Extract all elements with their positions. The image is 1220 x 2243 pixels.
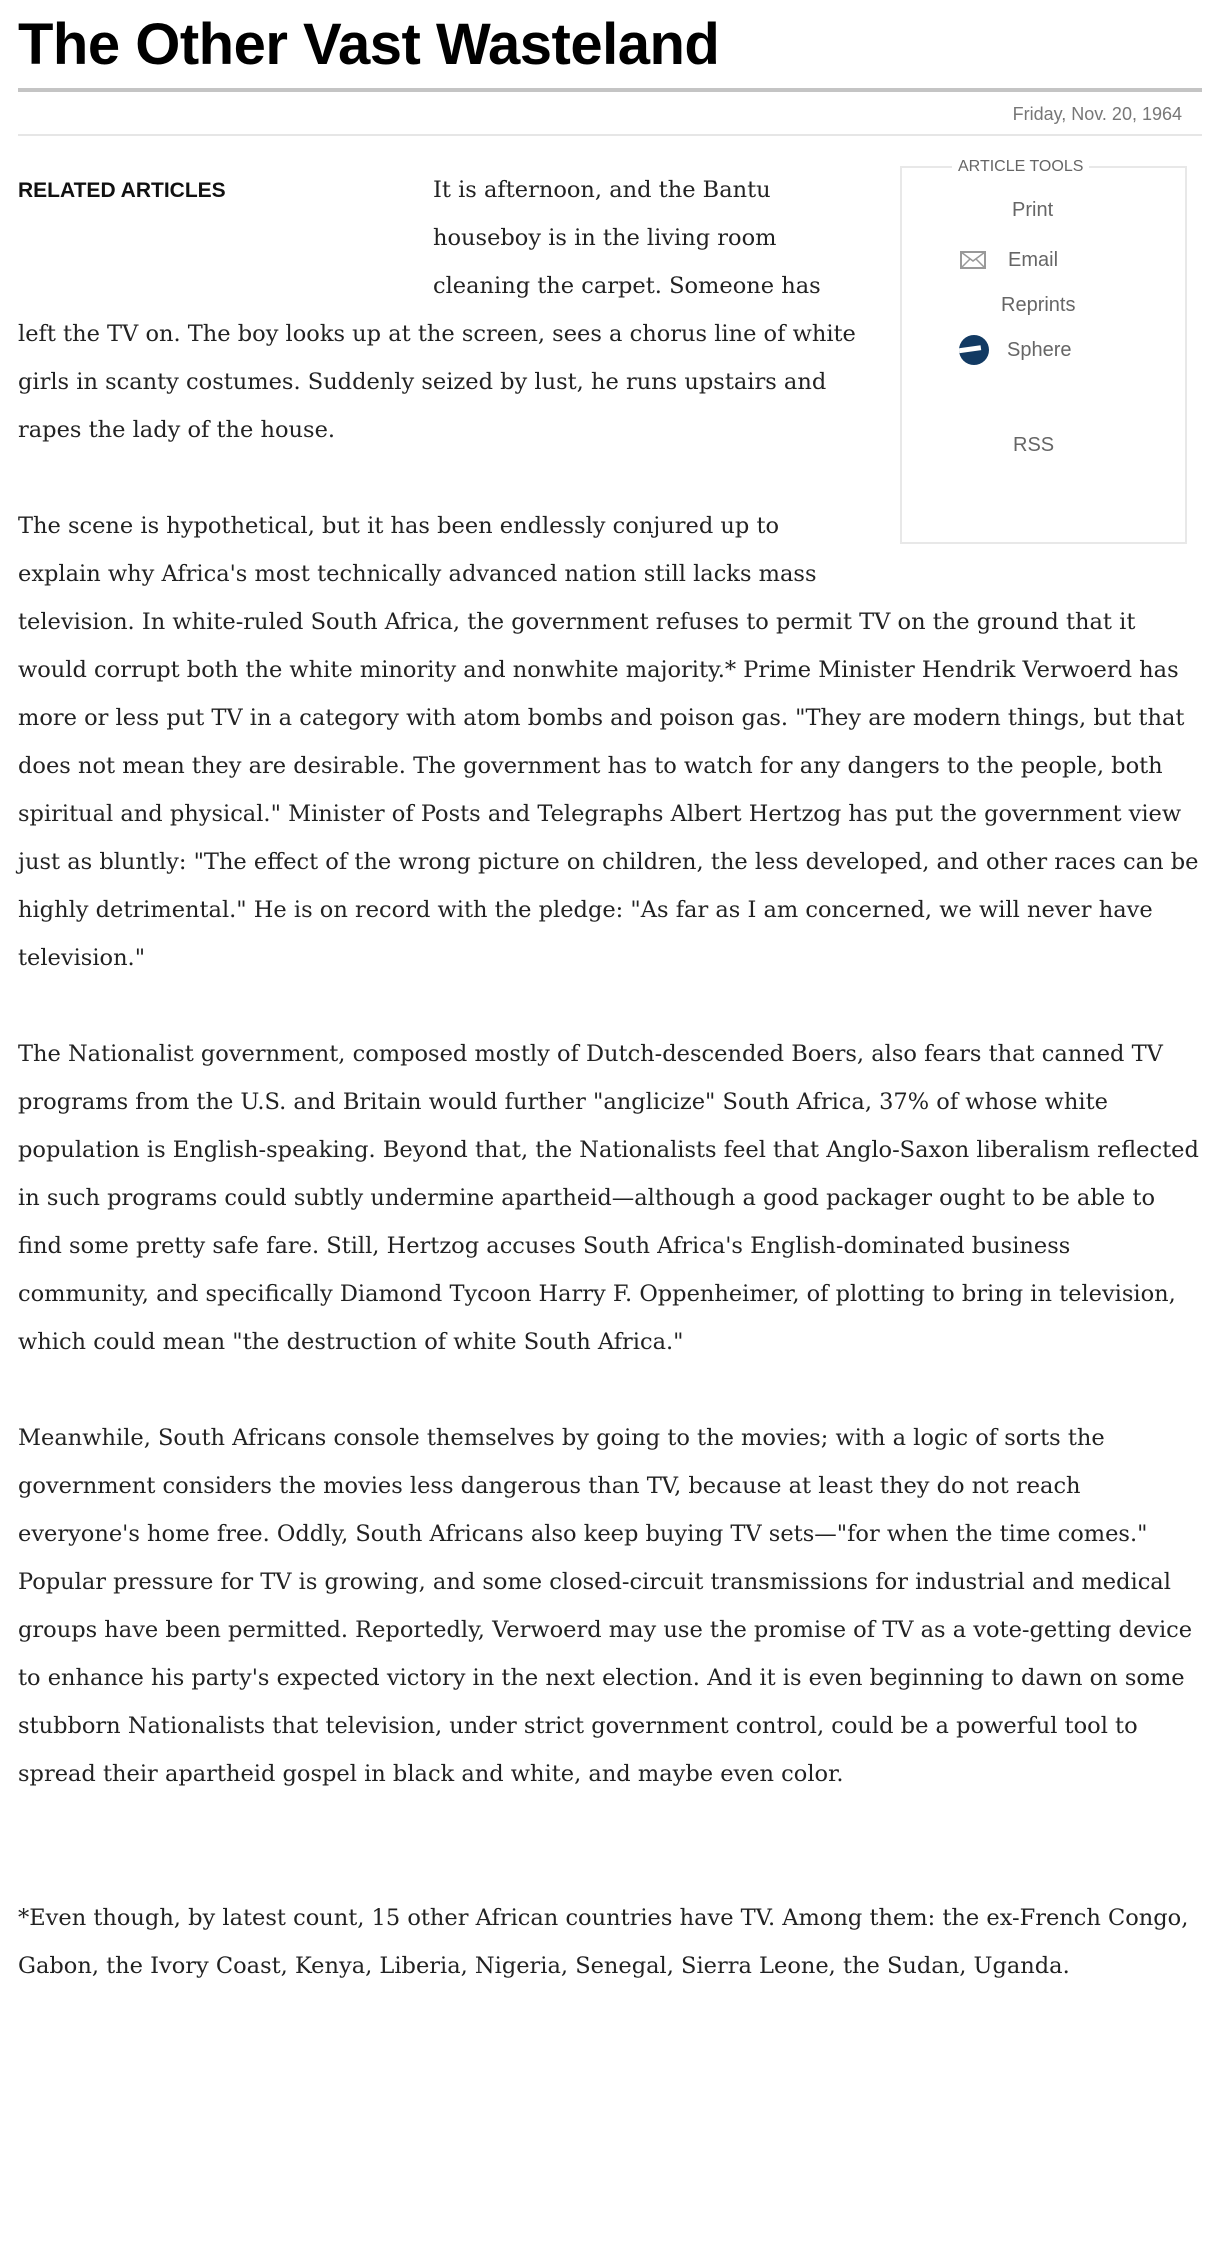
print-label: Print [1012, 199, 1054, 221]
article-footnote: *Even though, by latest count, 15 other African countries have TV. Among them: the ex-French Congo, Gabon, the Ivory Coast, Kenya, Liberia, Nigeria, Senegal, Sierra Leone, the Sudan, Uganda. [18, 1905, 1189, 1979]
article-paragraph: It is afternoon, and the Bantu houseboy is in the living room cleaning the carpet. Someone has left the TV on. The boy looks up at the screen, sees a chorus line of white girls in scanty costumes. Suddenly seized by lust, he runs upstairs and rapes the lady of the house. [18, 177, 856, 443]
reprints-label: Reprints [1001, 294, 1076, 316]
article-paragraph: Meanwhile, South Africans console themselves by going to the movies; with a logic of sorts the government considers the movies less dangerous than TV, because at least they do not reach everyone's home free. Oddly, South Africans also keep buying TV sets—"for when the time comes." Popular pressure for TV is growing, and some closed-circuit transmissions for industrial and medical groups have been permitted. Reportedly, Verwoerd may use the promise of TV as a vote-getting device to enhance his party's expected victory in the next election. And it is even beginning to dawn on some stubborn Nationalists that television, under strict government control, could be a powerful tool to spread their apartheid gospel in black and white, and maybe even color. [18, 1425, 1193, 1787]
article-paragraph: The scene is hypothetical, but it has been endlessly conjured up to explain why Africa's most technically advanced nation still lacks mass television. In white-ruled South Africa, the government refuses to permit TV on the ground that it would corrupt both the white minority and nonwhite majority.* Prime Minister Hendrik Verwoerd has more or less put TV in a category with atom bombs and poison gas. "They are modern things, but that does not mean they are desirable. The government has to watch for any dangers to the people, both spiritual and physical." Minister of Posts and Telegraphs Albert Hertzog has put the government view just as bluntly: "The effect of the wrong picture on children, the less developed, and other races can be highly detrimental." He is on record with the pledge: "As far as I am concerned, we will never have television." [18, 513, 1199, 971]
sphere-link[interactable] [959, 335, 1072, 365]
rss-label: RSS [1013, 434, 1055, 456]
article-tools-heading: ARTICLE TOOLS [952, 157, 1089, 177]
rss-link[interactable] [1013, 433, 1054, 457]
article-tools-box [900, 158, 1187, 544]
related-articles-heading: RELATED ARTICLES [18, 179, 226, 202]
sphere-label: Sphere [1007, 339, 1072, 361]
related-articles [18, 166, 433, 308]
reprints-link[interactable] [1001, 293, 1075, 317]
article-body [18, 158, 1202, 1990]
print-link[interactable] [1012, 198, 1053, 222]
publication-date: Friday, Nov. 20, 1964 [1012, 104, 1182, 124]
sphere-icon [959, 335, 989, 365]
email-label: Email [1008, 249, 1059, 271]
email-link[interactable] [960, 248, 1058, 272]
date-divider [18, 134, 1202, 136]
email-icon [960, 251, 986, 269]
article-paragraph: The Nationalist government, composed mostly of Dutch-descended Boers, also fears that canned TV programs from the U.S. and Britain would further "anglicize" South Africa, 37% of whose white population is English-speaking. Beyond that, the Nationalists feel that Anglo-Saxon liberalism reflected in such programs could subtly undermine apartheid—although a good packager ought to be able to find some pretty safe fare. Still, Hertzog accuses South Africa's English-dominated business community, and specifically Diamond Tycoon Harry F. Oppenheimer, of plotting to bring in television, which could mean "the destruction of white South Africa." [18, 1041, 1199, 1355]
page-title: The Other Vast Wasteland [18, 12, 720, 77]
